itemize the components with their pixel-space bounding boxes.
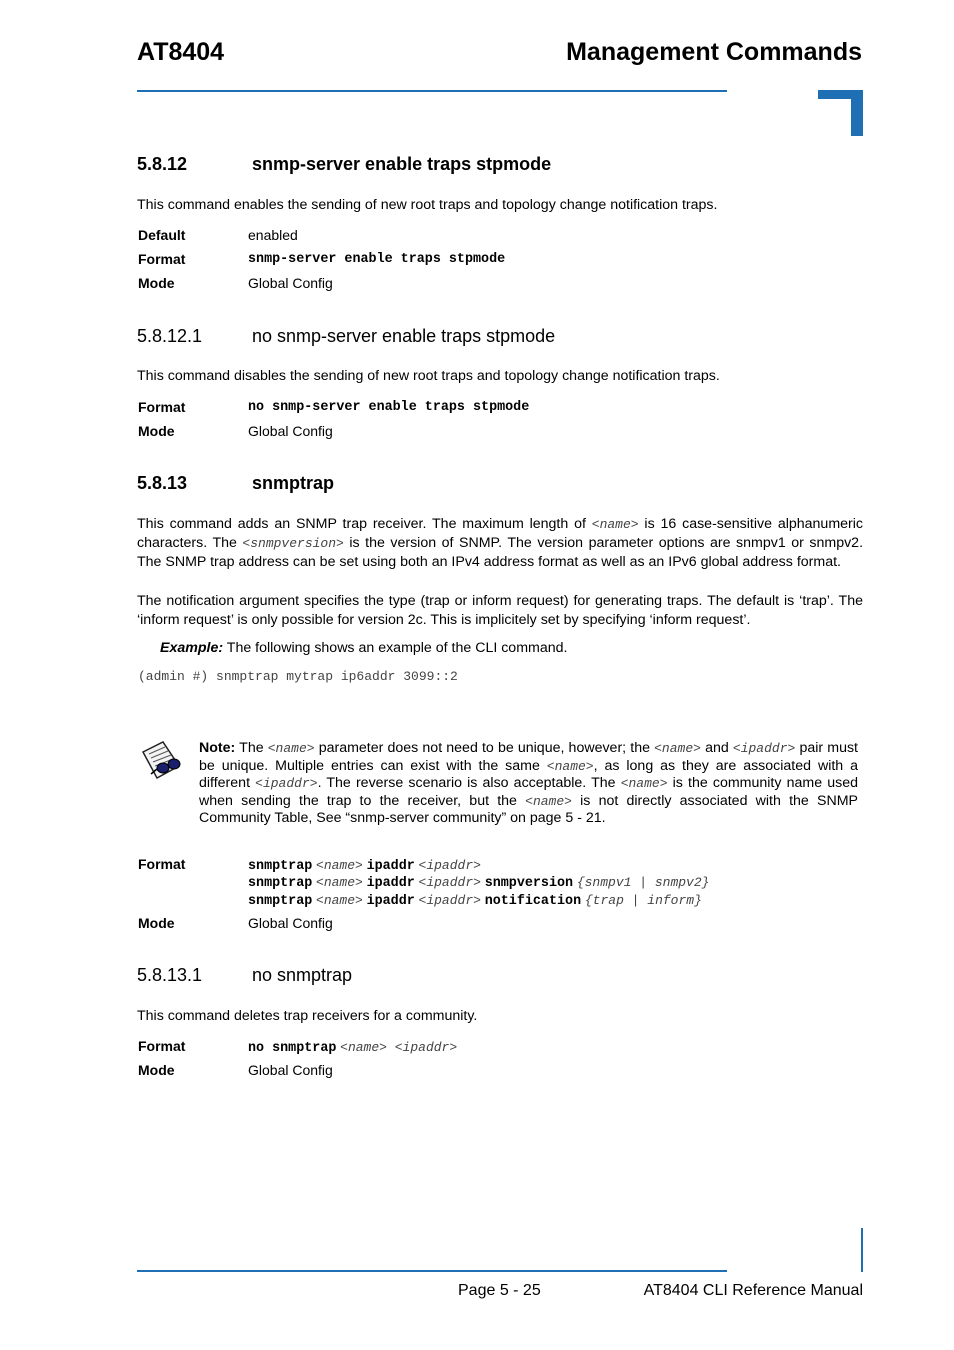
header-corner-mark [818,90,863,136]
text-run: , as long as they are associated with a different [199,757,858,792]
section-number: 5.8.12.1 [137,326,203,346]
mode-value: Global Config [248,1062,333,1078]
default-value: enabled [248,227,298,243]
section-number: 5.8.12 [137,154,188,174]
arg: <name> [316,875,363,890]
format-label: Format [138,399,186,415]
text-run: and [700,740,733,756]
section-title: no snmp-server enable traps stpmode [252,326,556,346]
param-ipaddr: <ipaddr> [255,776,318,792]
arg: <ipaddr> [418,858,481,873]
param-name: <name> [654,741,701,756]
arg: <name> [316,893,363,908]
section-title: snmptrap [252,473,335,493]
arg: <name> [316,858,363,873]
mode-label: Mode [138,915,175,931]
keyword: notification [484,894,582,909]
section-number: 5.8.13 [137,473,188,493]
example-code: (admin #) snmptrap mytrap ip6addr 3099::2 [138,669,458,684]
doc-title: AT8404 [137,38,225,66]
manual-title: AT8404 CLI Reference Manual [643,1282,863,1299]
text-run: is the version of SNMP. The version parameter options are snmpv1 or snmpv2. The SNMP trap address can be set using both an IPv4 address format as well as an IPv6 global address format. [137,535,864,570]
format-label: Format [138,1038,186,1054]
mode-value: Global Config [248,423,333,439]
cmd: snmptrap [248,859,313,874]
options: {snmpv1 | snmpv2} [576,875,710,890]
text-run: The [235,740,268,756]
format-line-1 [248,857,481,874]
keyword: ipaddr [366,859,415,874]
note-label: Note: [199,740,236,756]
section-heading-5-8-13-1 [137,965,863,987]
notification-paragraph: The notification argument specifies the type (trap or inform request) for generating traps. The default is ‘trap’. The ‘inform request’ is only possible for version 2c. This is implicitely set by specifying ‘inform request’. [137,593,863,628]
format-line-3 [248,892,702,909]
example-line [160,640,567,656]
param-name: <name> [525,793,572,809]
param-name: <name> [591,517,639,532]
format-value: snmp-server enable traps stpmode [248,252,506,267]
note-icon [137,738,183,784]
text-run: is not directly associated with the SNMP Community Table, See “snmp-server community” on page 5 - 21. [199,792,858,827]
snmptrap-description [137,515,863,572]
section-title: no snmptrap [252,965,353,985]
text-run: is 16 case-sensitive alphanumeric characters. The [137,516,863,551]
mode-value: Global Config [248,915,333,931]
cmd: snmptrap [248,894,313,909]
text-run: This command adds an SNMP trap receiver. The maximum length of [137,516,592,532]
param-snmpversion: <snmpversion> [242,536,344,551]
cmd: no snmptrap [248,1041,337,1056]
section-description: This command enables the sending of new root traps and topology change notification traps. [137,197,718,213]
format-value [248,1039,457,1056]
default-label: Default [138,227,186,243]
format-label: Format [138,856,186,872]
example-text: The following shows an example of the CLI command. [223,640,568,656]
mode-value: Global Config [248,275,333,291]
keyword: ipaddr [366,876,415,891]
mode-label: Mode [138,423,175,439]
section-heading-5-8-13 [137,473,863,495]
section-description: This command deletes trap receivers for a community. [137,1008,478,1024]
section-title: snmp-server enable traps stpmode [252,154,552,174]
mode-label: Mode [138,1062,175,1078]
section-description: This command disables the sending of new root traps and topology change notification traps. [137,368,720,384]
param-ipaddr: <ipaddr> [732,741,796,756]
chapter-title: Management Commands [566,38,862,66]
footer-rule [137,1270,727,1272]
footer-corner-mark [861,1228,863,1272]
options: {trap | inform} [584,893,702,908]
args: <name> <ipaddr> [340,1040,458,1055]
cmd: snmptrap [248,876,313,891]
section-heading-5-8-12 [137,154,863,176]
format-line-2 [248,874,709,891]
arg: <ipaddr> [418,875,481,890]
mode-label: Mode [138,275,175,291]
section-number: 5.8.13.1 [137,965,203,985]
keyword: ipaddr [366,894,415,909]
keyword: snmpversion [484,876,574,891]
text-run: is the community name used when sending the trap to the receiver, but the [199,775,858,809]
text-run: parameter does not need to be unique, however; the [314,740,655,756]
example-label: Example: [160,640,224,656]
format-value: no snmp-server enable traps stpmode [248,400,530,415]
page-number: Page 5 - 25 [458,1282,541,1299]
header-rule [137,90,727,92]
format-label: Format [138,251,186,267]
text-run: . The reverse scenario is also acceptable. The [317,775,621,792]
section-heading-5-8-12-1 [137,326,863,348]
note-text [199,740,858,828]
param-name: <name> [546,758,594,774]
arg: <ipaddr> [418,893,481,908]
param-name: <name> [620,776,668,792]
text-run: pair must be unique. Multiple entries can exist with the same [199,740,858,774]
param-name: <name> [267,741,315,756]
